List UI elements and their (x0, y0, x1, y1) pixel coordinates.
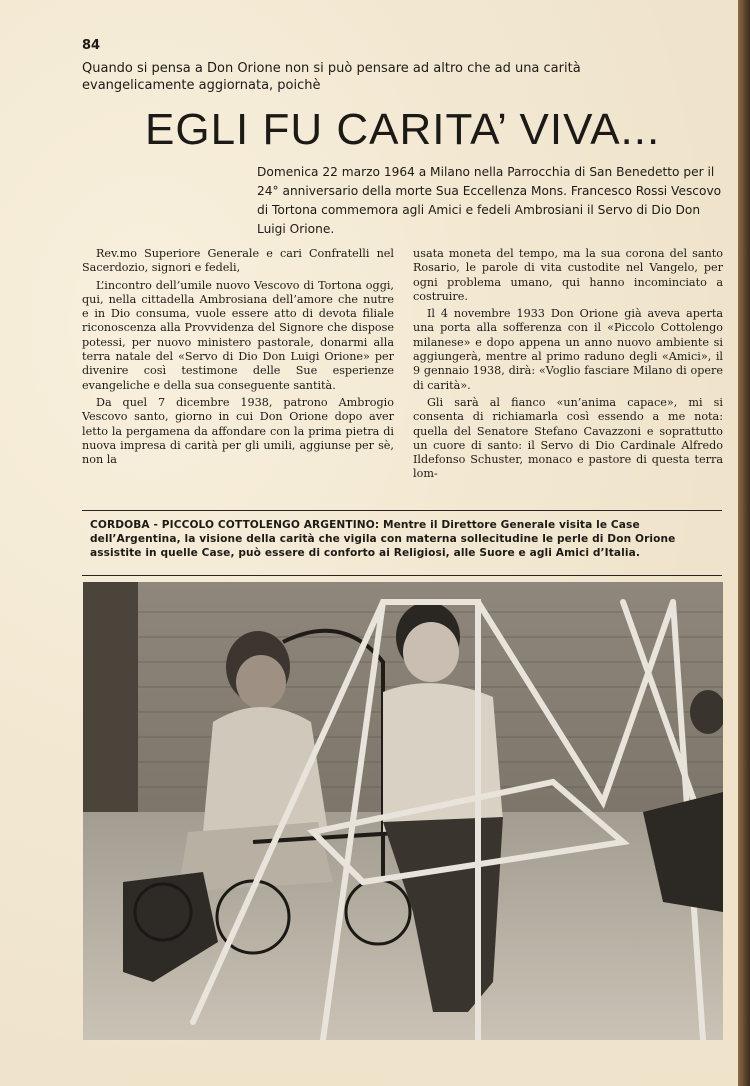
paragraph: Gli sarà al fianco «un’anima capace», mi si consenta di richiamarla così essendo a me nota: quella del Senatore Stefano Cavazzoni e soprattutto un cuore di santo: il Servo di Dio Cardinale Alfredo Ildefonso Schuster, monaco e pastore di questa terra lom- (413, 395, 723, 481)
paragraph: Rev.mo Superiore Generale e cari Confratelli nel Sacerdozio, signori e fedeli, (82, 247, 394, 275)
paragraph: Da quel 7 dicembre 1938, patrono Ambrogio Vescovo santo, giorno in cui Don Orione dopo aver letto la pergamena da affondare con la prima pietra di nuova impresa di carità per gli umili, aggiunse per sè, non la (82, 395, 394, 467)
paragraph: Il 4 novembre 1933 Don Orione già aveva aperta una porta alla sofferenza con il «Piccolo Cottolengo milanese» e dopo appena un anno nuovo ambiente si aggiungerà, mentre al primo raduno degli «Amici», il 9 gennaio 1938, dirà: «Voglio fasciare Milano di opere di carità». (413, 307, 723, 392)
dateline: Domenica 22 marzo 1964 a Milano nella Parrocchia di San Benedetto per il 24° anniversario della morte Sua Eccellenza Mons. Francesco Rossi Vescovo di Tortona commemora agli Amici e fedeli Ambrosiani il Servo di Dio Don Luigi Orione. (257, 165, 722, 236)
headline: EGLI FU CARITA’ VIVA... (145, 105, 661, 154)
article-column-right (413, 247, 723, 485)
intro-text: Quando si pensa a Don Orione non si può pensare ad altro che ad una carità evangelicamente aggiornata, poichè (82, 61, 581, 93)
page-number: 84 (82, 38, 101, 53)
paragraph: L’incontro dell’umile nuovo Vescovo di Tortona oggi, qui, nella cittadella Ambrosiana dell’amore che nutre e in Dio consuma, vuole essere atto di devota filiale riconoscenza alla Provvidenza del Signore che dispose potessi, per nuovo ministero pastorale, donarmi alla terra natale del «Servo di Dio Don Luigi Orione» per divenire così testimone delle Sue esperienze evangeliche e della sua conseguente santità. (82, 278, 394, 392)
photo-children-playground (83, 582, 723, 1040)
divider (82, 575, 722, 576)
book-spine (738, 0, 750, 1086)
photo-caption: CORDOBA - PICCOLO COTTOLENGO ARGENTINO: Mentre il Direttore Generale visita le Case dell’Argentina, la visione della carità che vigila con materna sollecitudine le perle di Don Orione assistite in quelle Case, può essere di conforto ai Religiosi, alle Suore e agli Amici d’Italia. (90, 519, 676, 559)
article-column-left (82, 247, 394, 470)
divider (82, 510, 722, 511)
paragraph: usata moneta del tempo, ma la sua corona del santo Rosario, le parole di vita custodite nel Vangelo, per ogni problema umano, qui hanno incominciato a costruire. (413, 247, 723, 303)
